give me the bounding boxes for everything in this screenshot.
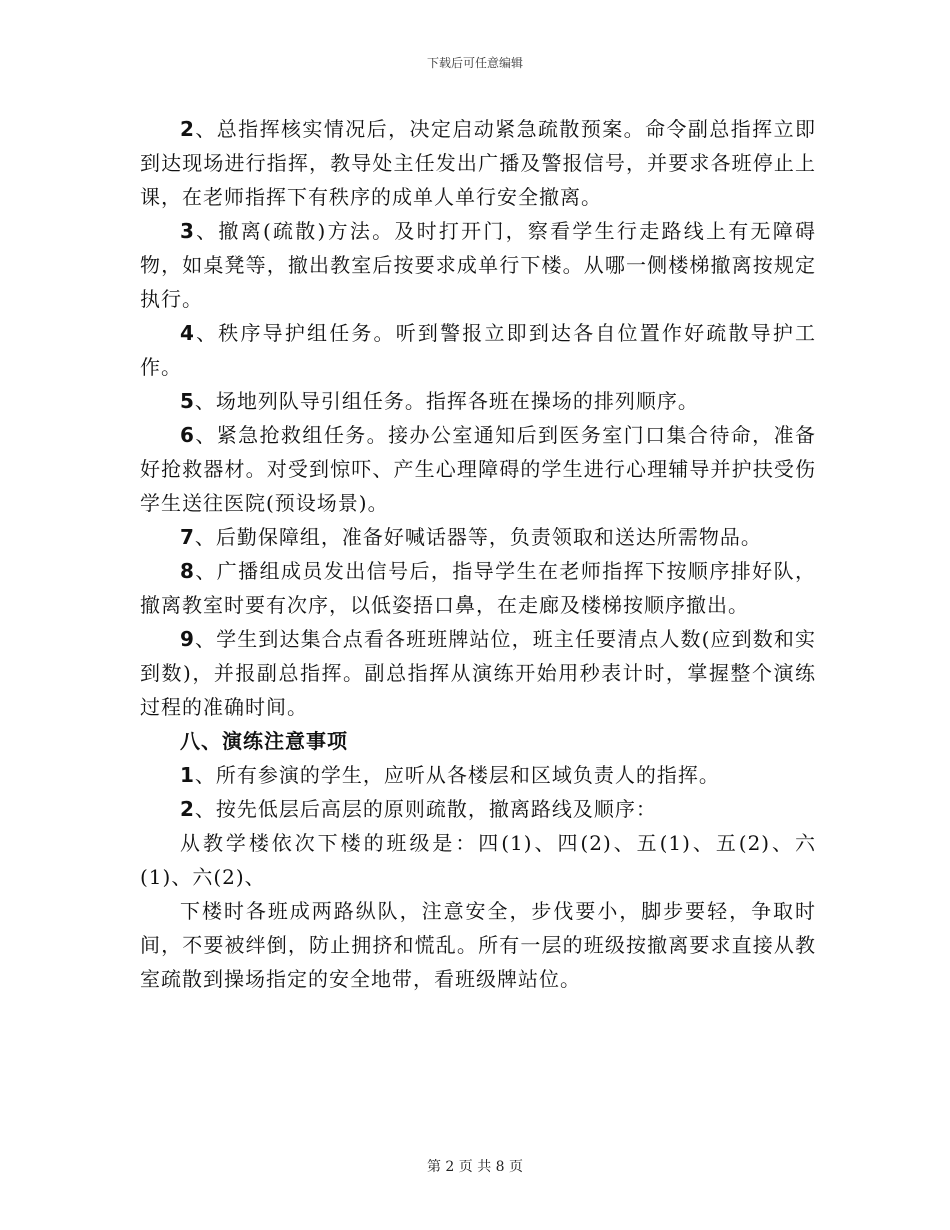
paragraph-4 xyxy=(140,316,816,384)
item-number: 3 xyxy=(180,219,195,243)
item-number: 9 xyxy=(180,627,195,651)
paragraph-text: 、紧急抢救组任务。接办公室通知后到医务室门口集合待命，准备好抢救器材。对受到惊吓、产生心理障碍的学生进行心理辅导并护扶受伤学生送往医院(预设场景)。 xyxy=(140,423,816,515)
page-footer: 第 2 页 共 8 页 xyxy=(426,1159,524,1175)
item-number: 6 xyxy=(180,423,195,447)
paragraph-text: 、总指挥核实情况后，决定启动紧急疏散预案。命令副总指挥立即到达现场进行指挥，教导处主任发出广播及警报信号，并要求各班停止上课，在老师指挥下有秩序的成单人单行安全撤离。 xyxy=(140,117,816,209)
paragraph-text: 下楼时各班成两路纵队，注意安全，步伐要小，脚步要轻，争取时间，不要被绊倒，防止拥挤和慌乱。所有一层的班级按撤离要求直接从教室疏散到操场指定的安全地带，看班级牌站位。 xyxy=(140,899,816,991)
paragraph-7 xyxy=(140,520,816,554)
section-heading: 八、演练注意事项 xyxy=(180,729,348,753)
paragraph-text: 、场地列队导引组任务。指挥各班在操场的排列顺序。 xyxy=(194,389,699,413)
paragraph-5 xyxy=(140,384,816,418)
paragraph-text: 、按先低层后高层的原则疏散，撤离路线及顺序： xyxy=(194,797,657,821)
section-paragraph-1 xyxy=(140,758,816,792)
paragraph-6 xyxy=(140,418,816,520)
paragraph-text: 从教学楼依次下楼的班级是：四(1)、四(2)、五(1)、五(2)、六(1)、六(2)、 xyxy=(140,831,816,889)
paragraph-text: 、后勤保障组，准备好喊话器等，负责领取和送达所需物品。 xyxy=(194,525,762,549)
paragraph-3 xyxy=(140,214,816,316)
document-body xyxy=(140,112,816,996)
paragraph-text: 、所有参演的学生，应听从各楼层和区域负责人的指挥。 xyxy=(194,763,720,787)
item-number: 8 xyxy=(180,559,195,583)
paragraph-text: 、秩序导护组任务。听到警报立即到达各自位置作好疏散导护工作。 xyxy=(140,321,816,379)
paragraph-8 xyxy=(140,554,816,622)
paragraph-text: 、学生到达集合点看各班班牌站位，班主任要清点人数(应到数和实到数)，并报副总指挥。副总指挥从演练开始用秒表计时，掌握整个演练过程的准确时间。 xyxy=(140,627,816,719)
item-number: 7 xyxy=(180,525,195,549)
paragraph-text: 、撤离(疏散)方法。及时打开门，察看学生行走路线上有无障碍物，如桌凳等，撤出教室后按要求成单行下楼。从哪一侧楼梯撤离按规定执行。 xyxy=(140,219,816,311)
paragraph-9 xyxy=(140,622,816,724)
item-number: 2 xyxy=(180,797,195,821)
item-number: 2 xyxy=(180,117,195,141)
paragraph-2 xyxy=(140,112,816,214)
item-number: 4 xyxy=(180,321,195,345)
page-header: 下载后可任意编辑 xyxy=(426,56,523,70)
item-number: 5 xyxy=(180,389,195,413)
section-paragraph-classes xyxy=(140,826,816,894)
item-number: 1 xyxy=(180,763,195,787)
paragraph-text: 、广播组成员发出信号后，指导学生在老师指挥下按顺序排好队，撤离教室时要有次序，以低姿捂口鼻，在走廊及楼梯按顺序撤出。 xyxy=(140,559,816,617)
section-paragraph-2 xyxy=(140,792,816,826)
section-paragraph-instructions xyxy=(140,894,816,996)
